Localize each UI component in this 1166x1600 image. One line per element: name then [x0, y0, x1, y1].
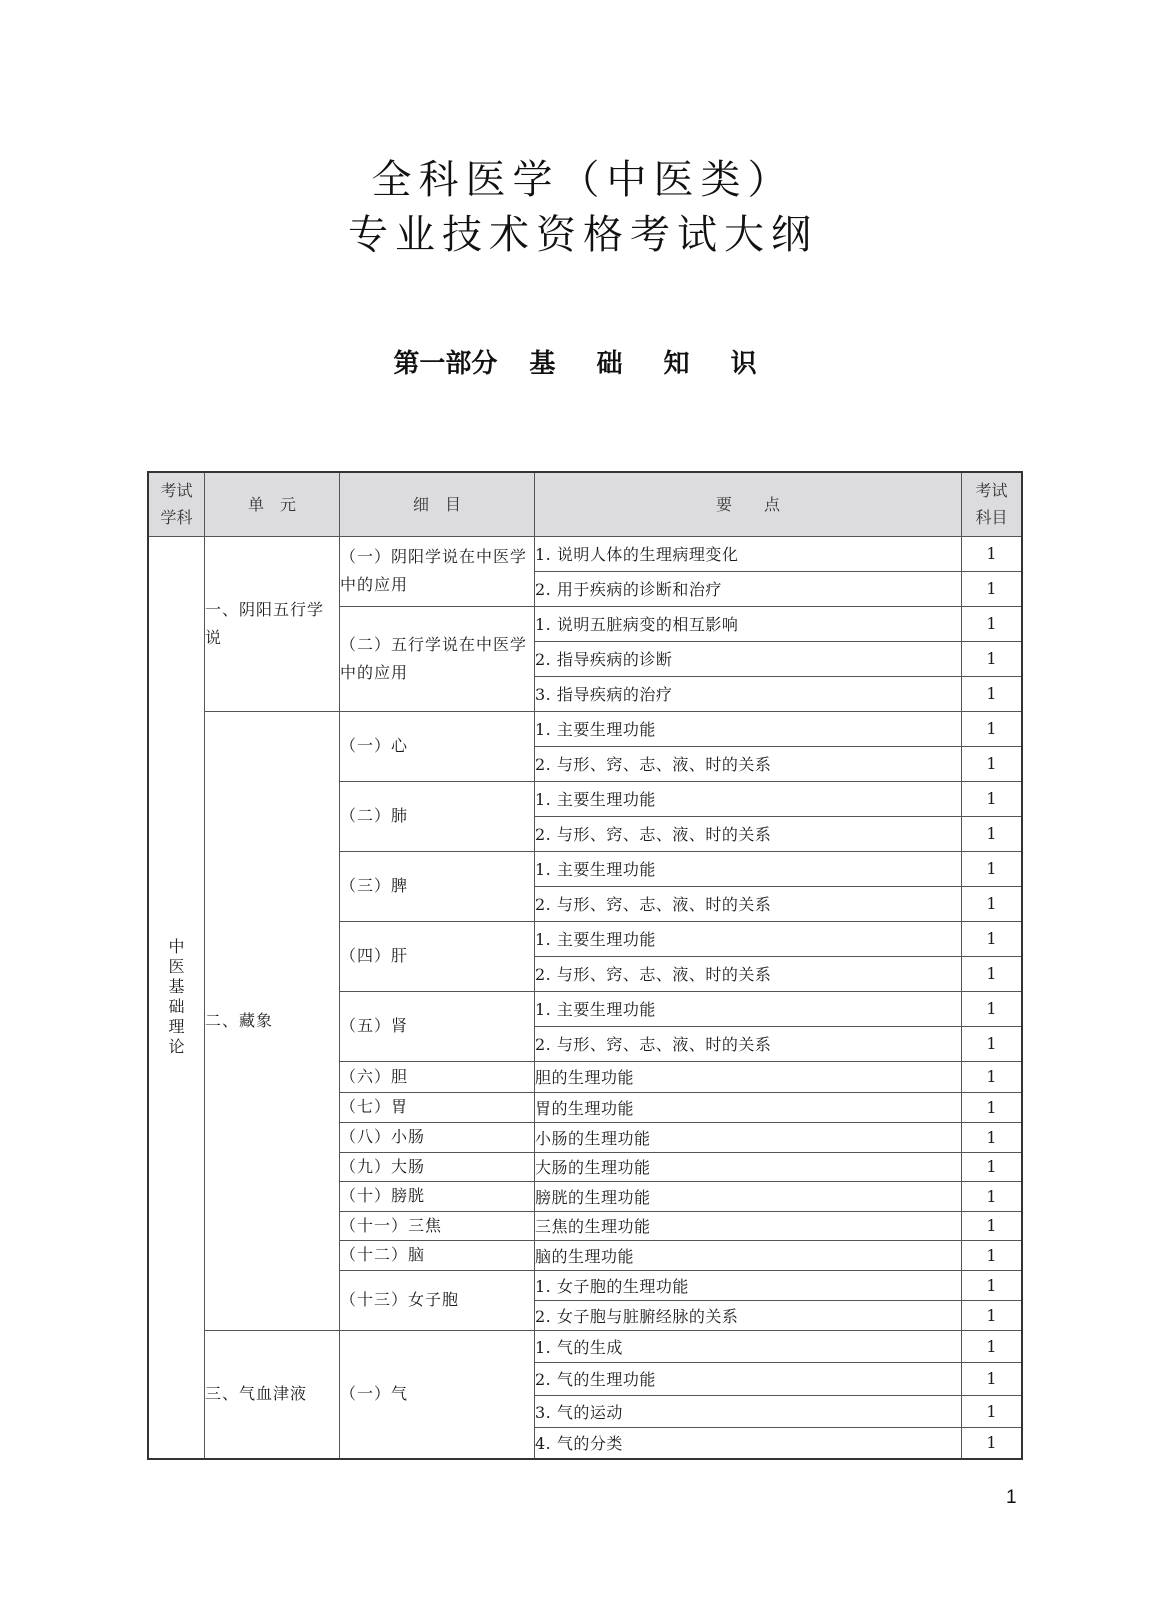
score-cell: 1 — [962, 1240, 1023, 1270]
score-cell: 1 — [962, 536, 1023, 571]
document-title-line1: 全科医学（中医类） — [371, 157, 795, 203]
score-cell: 1 — [962, 1330, 1023, 1362]
unit-cell: 一、阴阳五行学说 — [205, 536, 340, 711]
score-cell: 1 — [962, 1362, 1023, 1395]
point-cell: 2. 与形、窍、志、液、时的关系 — [535, 956, 962, 991]
detail-cell: （二）肺 — [340, 781, 535, 851]
score-cell: 1 — [962, 746, 1023, 781]
score-cell: 1 — [962, 1427, 1023, 1459]
score-cell: 1 — [962, 816, 1023, 851]
part-label: 第一部分 — [393, 349, 498, 379]
point-cell: 2. 气的生理功能 — [535, 1362, 962, 1395]
score-cell: 1 — [962, 1211, 1023, 1240]
subject-label: 中医基础理论 — [168, 937, 185, 1057]
detail-cell: （八）小肠 — [340, 1122, 535, 1152]
part-heading — [0, 343, 1166, 380]
score-cell: 1 — [962, 1061, 1023, 1092]
header-subject: 考试学科 — [148, 472, 205, 536]
point-cell: 1. 主要生理功能 — [535, 781, 962, 816]
point-cell: 1. 说明人体的生理病理变化 — [535, 536, 962, 571]
detail-cell: （一）阴阳学说在中医学中的应用 — [340, 536, 535, 606]
point-cell: 2. 女子胞与脏腑经脉的关系 — [535, 1300, 962, 1330]
detail-cell: （一）气 — [340, 1330, 535, 1459]
score-cell: 1 — [962, 1181, 1023, 1211]
detail-cell: （十二）脑 — [340, 1240, 535, 1270]
header-score: 考试科目 — [962, 472, 1023, 536]
point-cell: 胃的生理功能 — [535, 1092, 962, 1122]
syllabus-table — [147, 471, 1023, 1460]
detail-cell: （十一）三焦 — [340, 1211, 535, 1240]
score-cell: 1 — [962, 1152, 1023, 1181]
header-detail: 细 目 — [340, 472, 535, 536]
score-cell: 1 — [962, 991, 1023, 1026]
detail-cell: （十三）女子胞 — [340, 1270, 535, 1330]
table-row — [148, 711, 1022, 746]
point-cell: 3. 气的运动 — [535, 1395, 962, 1427]
score-cell: 1 — [962, 1122, 1023, 1152]
score-cell: 1 — [962, 781, 1023, 816]
point-cell: 膀胱的生理功能 — [535, 1181, 962, 1211]
point-cell: 小肠的生理功能 — [535, 1122, 962, 1152]
score-cell: 1 — [962, 606, 1023, 641]
score-cell: 1 — [962, 1092, 1023, 1122]
score-cell: 1 — [962, 571, 1023, 606]
score-cell: 1 — [962, 676, 1023, 711]
score-cell: 1 — [962, 956, 1023, 991]
point-cell: 2. 与形、窍、志、液、时的关系 — [535, 886, 962, 921]
page-number: 1 — [1006, 1487, 1017, 1508]
detail-cell: （一）心 — [340, 711, 535, 781]
detail-cell: （四）肝 — [340, 921, 535, 991]
score-cell: 1 — [962, 851, 1023, 886]
point-cell: 2. 与形、窍、志、液、时的关系 — [535, 1026, 962, 1061]
detail-cell: （三）脾 — [340, 851, 535, 921]
point-cell: 2. 与形、窍、志、液、时的关系 — [535, 816, 962, 851]
table-header-row — [148, 472, 1022, 536]
score-cell: 1 — [962, 1395, 1023, 1427]
unit-cell: 三、气血津液 — [205, 1330, 340, 1459]
point-cell: 胆的生理功能 — [535, 1061, 962, 1092]
detail-cell: （六）胆 — [340, 1061, 535, 1092]
point-cell: 1. 主要生理功能 — [535, 711, 962, 746]
score-cell: 1 — [962, 641, 1023, 676]
point-cell: 脑的生理功能 — [535, 1240, 962, 1270]
point-cell: 1. 女子胞的生理功能 — [535, 1270, 962, 1300]
point-cell: 2. 指导疾病的诊断 — [535, 641, 962, 676]
table-row — [148, 536, 1022, 571]
detail-cell: （二）五行学说在中医学中的应用 — [340, 606, 535, 711]
header-point: 要 点 — [535, 472, 962, 536]
point-cell: 1. 主要生理功能 — [535, 991, 962, 1026]
point-cell: 1. 说明五脏病变的相互影响 — [535, 606, 962, 641]
detail-cell: （十）膀胱 — [340, 1181, 535, 1211]
score-cell: 1 — [962, 711, 1023, 746]
score-cell: 1 — [962, 886, 1023, 921]
point-cell: 2. 用于疾病的诊断和治疗 — [535, 571, 962, 606]
detail-cell: （五）肾 — [340, 991, 535, 1061]
detail-cell: （七）胃 — [340, 1092, 535, 1122]
point-cell: 3. 指导疾病的治疗 — [535, 676, 962, 711]
score-cell: 1 — [962, 1026, 1023, 1061]
subject-cell — [148, 536, 205, 1459]
part-name: 基 础 知 识 — [529, 349, 773, 379]
point-cell: 2. 与形、窍、志、液、时的关系 — [535, 746, 962, 781]
point-cell: 4. 气的分类 — [535, 1427, 962, 1459]
header-unit: 单 元 — [205, 472, 340, 536]
point-cell: 1. 主要生理功能 — [535, 921, 962, 956]
score-cell: 1 — [962, 1270, 1023, 1300]
point-cell: 大肠的生理功能 — [535, 1152, 962, 1181]
detail-cell: （九）大肠 — [340, 1152, 535, 1181]
point-cell: 三焦的生理功能 — [535, 1211, 962, 1240]
document-title-line2: 专业技术资格考试大纲 — [348, 212, 818, 258]
point-cell: 1. 主要生理功能 — [535, 851, 962, 886]
unit-cell: 二、藏象 — [205, 711, 340, 1330]
table-row — [148, 1330, 1022, 1362]
score-cell: 1 — [962, 921, 1023, 956]
point-cell: 1. 气的生成 — [535, 1330, 962, 1362]
score-cell: 1 — [962, 1300, 1023, 1330]
